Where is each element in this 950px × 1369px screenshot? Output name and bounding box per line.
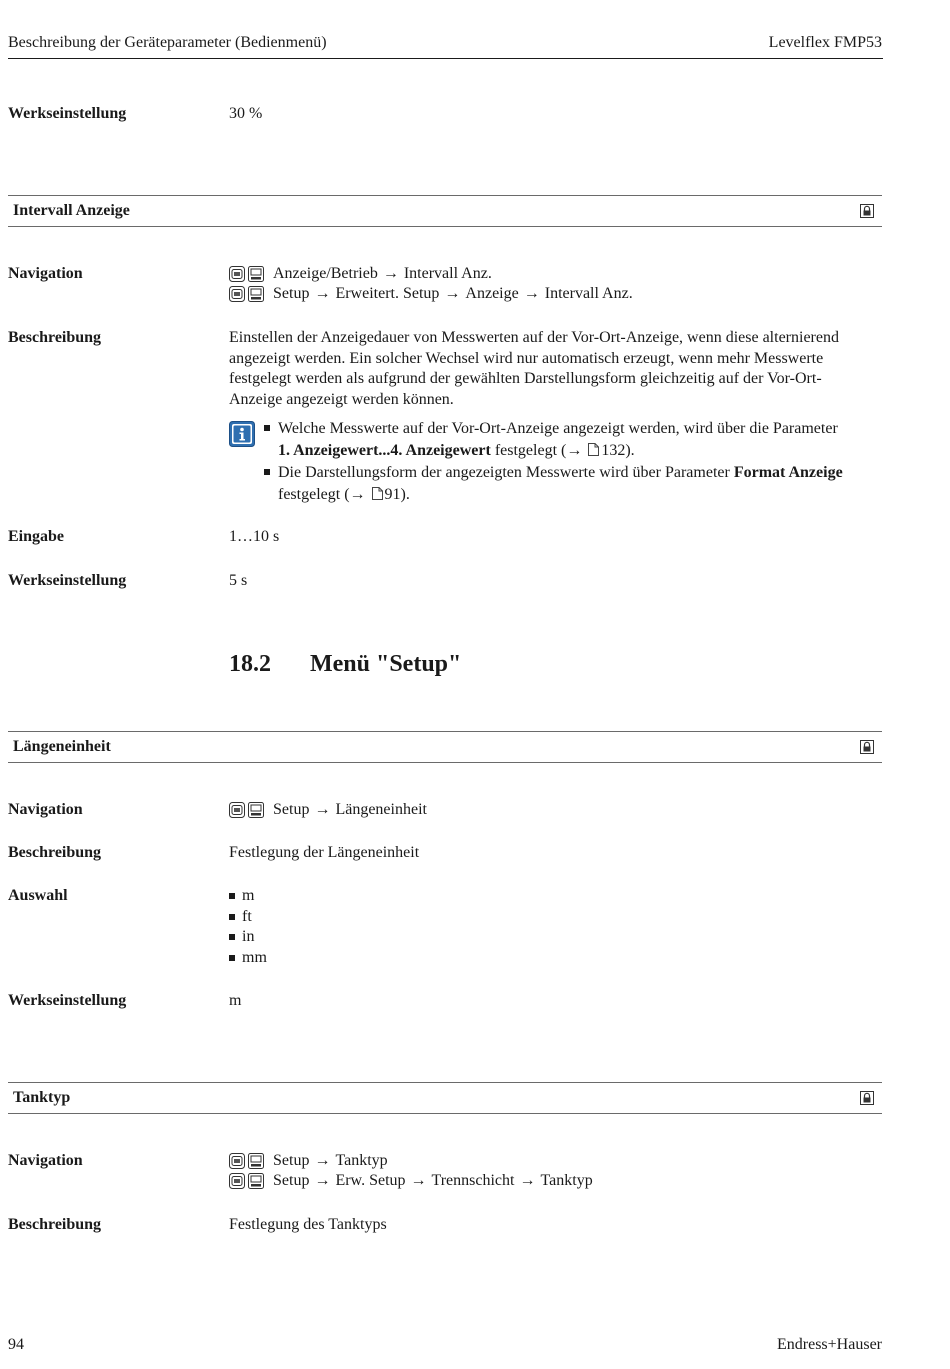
- keypad-icon: [229, 266, 245, 282]
- desc-line: Anzeige angezeigt werden können.: [229, 390, 454, 408]
- intervall-description: [229, 328, 879, 410]
- param-title: Intervall Anzeige: [13, 202, 130, 219]
- header-doc-title: Beschreibung der Geräteparameter (Bedienmenü): [8, 34, 327, 51]
- intervall-factory-label: Werkseinstellung: [8, 572, 127, 589]
- nav-step: Intervall Anz.: [403, 265, 492, 282]
- choice-text: in: [242, 928, 255, 946]
- nav-arrow: →: [314, 285, 331, 302]
- info-note-item: [264, 462, 884, 506]
- keypad-icon: [229, 286, 245, 302]
- nav-arrow: →: [519, 1172, 536, 1189]
- nav-step: Erweitert. Setup: [335, 285, 440, 302]
- header-product-name: Levelflex FMP53: [768, 34, 882, 51]
- display-icon: [248, 1173, 264, 1189]
- param-header-tanktyp: [8, 1082, 882, 1114]
- display-icon: [248, 286, 264, 302]
- nav-step: Tanktyp: [335, 1152, 388, 1169]
- nav-step: Anzeige: [465, 285, 519, 302]
- tanktyp-nav-paths: [229, 1151, 593, 1191]
- tanktyp-nav-path-2: [229, 1171, 593, 1191]
- page-ref-number: 132).: [601, 442, 635, 459]
- nav-step: Setup: [273, 285, 310, 302]
- nav-arrow: →: [523, 285, 540, 302]
- display-icon: [248, 266, 264, 282]
- laengen-nav-path-1: [229, 800, 427, 820]
- intervall-nav-path-2: [229, 284, 633, 304]
- footer-brand: Endress+Hauser: [777, 1336, 882, 1353]
- lock-icon: [860, 740, 874, 754]
- intervall-input-value: 1…10 s: [229, 528, 280, 545]
- top-factory-label: Werkseinstellung: [8, 105, 127, 122]
- lock-icon: [860, 1091, 874, 1105]
- choice-text: ft: [242, 907, 252, 925]
- intervall-desc-label: Beschreibung: [8, 329, 102, 346]
- nav-step: Setup: [273, 1172, 310, 1189]
- nav-arrow: →: [410, 1172, 427, 1189]
- choice-item: [229, 948, 267, 969]
- laengen-desc-label: Beschreibung: [8, 844, 102, 861]
- section-heading: [229, 651, 462, 677]
- display-icon: [248, 1153, 264, 1169]
- info-note-list: [264, 418, 884, 506]
- note-text: festgelegt (→: [278, 486, 366, 503]
- display-icon: [248, 802, 264, 818]
- keypad-icon: [229, 1173, 245, 1189]
- nav-arrow: →: [382, 265, 399, 282]
- choice-text: mm: [242, 948, 267, 966]
- choice-item: [229, 907, 267, 928]
- nav-step: Intervall Anz.: [544, 285, 633, 302]
- bullet-square: [264, 469, 270, 475]
- choice-text: m: [242, 887, 255, 905]
- nav-arrow: →: [314, 801, 331, 818]
- desc-line: festgelegt werden als aufgrund der gewählten Darstellungsform gleichzeitig auf der Vor-Ort-: [229, 370, 822, 387]
- param-title: Tanktyp: [13, 1089, 71, 1106]
- note-text: Die Darstellungsform der angezeigten Messwerte wird über Parameter: [278, 464, 734, 481]
- intervall-nav-path-1: [229, 264, 633, 304]
- footer-page-number: 94: [8, 1336, 24, 1353]
- bullet-square: [264, 425, 270, 431]
- param-header-laengeneinheit: [8, 731, 882, 763]
- tanktyp-desc-label: Beschreibung: [8, 1216, 102, 1233]
- laengen-nav-label: Navigation: [8, 801, 83, 818]
- nav-step: Setup: [273, 1152, 310, 1169]
- desc-line: angezeigt werden. Ein solcher Wechsel wird nur automatisch erzeugt, wenn mehr Messwerte: [229, 349, 824, 367]
- header-rule: [8, 58, 883, 59]
- intervall-input-label: Eingabe: [8, 528, 65, 545]
- param-title: Längeneinheit: [13, 738, 111, 755]
- keypad-icon: [229, 802, 245, 818]
- note-param-ref: 1. Anzeigewert...4. Anzeigewert: [278, 442, 491, 459]
- info-icon: [229, 421, 255, 447]
- nav-step: Erw. Setup: [335, 1172, 406, 1189]
- page-ref-icon: [372, 487, 383, 500]
- nav-step: Tanktyp: [540, 1172, 593, 1189]
- page-ref-number: 91).: [384, 486, 410, 503]
- nav-arrow: →: [314, 1152, 331, 1169]
- info-note-item: [264, 418, 884, 462]
- bullet-square: [229, 893, 235, 899]
- bullet-square: [229, 955, 235, 961]
- keypad-icon: [229, 1153, 245, 1169]
- top-factory-value: 30 %: [229, 105, 263, 122]
- laengen-description: Festlegung der Längeneinheit: [229, 844, 420, 861]
- laengen-choice-label: Auswahl: [8, 887, 68, 904]
- bullet-square: [229, 914, 235, 920]
- tanktyp-nav-label: Navigation: [8, 1152, 83, 1169]
- lock-icon: [860, 204, 874, 218]
- nav-step: Trennschicht: [431, 1172, 515, 1189]
- laengen-factory-label: Werkseinstellung: [8, 992, 127, 1009]
- tanktyp-nav-path-1: [229, 1151, 593, 1171]
- nav-step: Längeneinheit: [335, 801, 427, 818]
- param-header-intervall-anzeige: [8, 195, 882, 227]
- laengen-factory-value: m: [229, 992, 242, 1009]
- desc-line: Einstellen der Anzeigedauer von Messwerten auf der Vor-Ort-Anzeige, wenn diese alternierend: [229, 329, 839, 346]
- note-text: festgelegt (→: [490, 442, 583, 459]
- nav-arrow: →: [444, 285, 461, 302]
- page-ref-icon: [588, 443, 599, 456]
- choice-item: [229, 886, 267, 907]
- tanktyp-description: Festlegung des Tanktyps: [229, 1216, 387, 1233]
- choice-item: [229, 927, 267, 948]
- section-number: 18.2: [229, 651, 271, 677]
- nav-step: Setup: [273, 801, 310, 818]
- intervall-factory-value: 5 s: [229, 572, 248, 589]
- laengen-choice-list: [229, 886, 267, 968]
- nav-arrow: →: [314, 1172, 331, 1189]
- intervall-nav-label: Navigation: [8, 265, 83, 282]
- bullet-square: [229, 934, 235, 940]
- note-text: Welche Messwerte auf der Vor-Ort-Anzeige angezeigt werden, wird über die Parameter: [278, 420, 838, 437]
- note-param-ref: Format Anzeige: [733, 464, 843, 481]
- nav-step: Anzeige/Betrieb: [273, 265, 378, 282]
- section-title: Menü "Setup": [310, 651, 462, 677]
